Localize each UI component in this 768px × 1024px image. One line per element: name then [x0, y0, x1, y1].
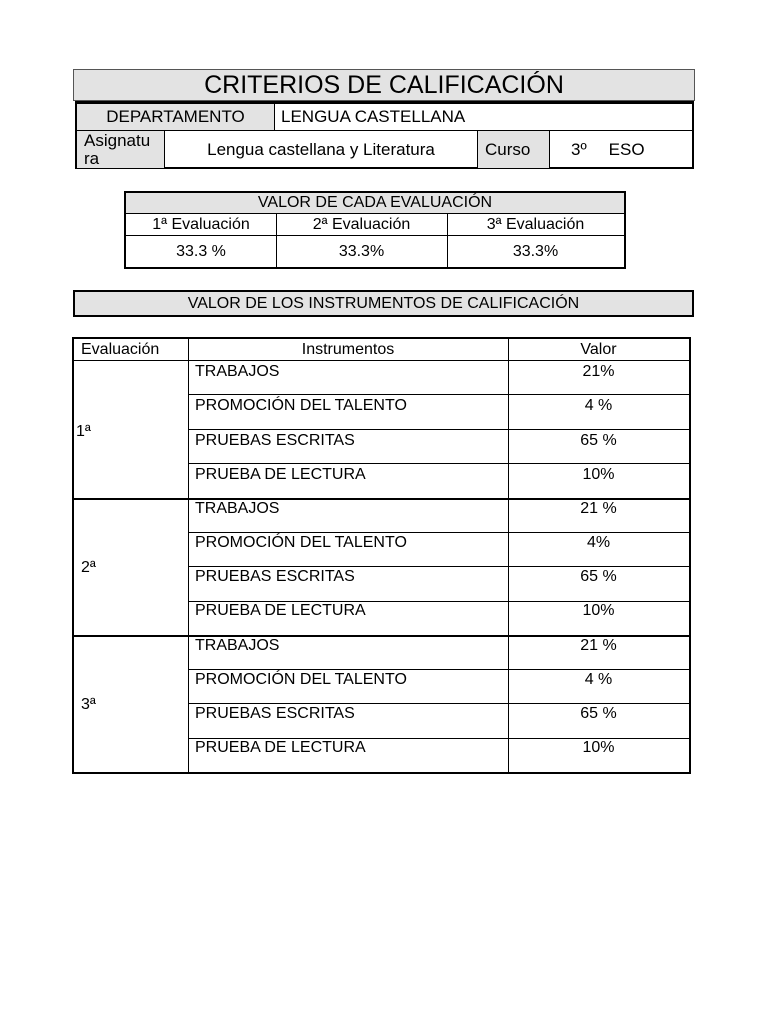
header-valor-text: Valor [580, 340, 617, 358]
weights-title-text: VALOR DE CADA EVALUACIÓN [257, 194, 493, 211]
instrument-value: 21 % [580, 500, 617, 517]
instrument-value: 4 % [584, 397, 613, 414]
instrument-name: PRUEBA DE LECTURA [195, 602, 366, 619]
document-title [73, 69, 695, 101]
header-valor [508, 339, 689, 360]
value-cell [508, 464, 689, 488]
value-cell [508, 705, 689, 729]
instrument-cell [188, 602, 508, 626]
evaluation-weights-table [124, 191, 626, 269]
instrument-value: 65 % [580, 432, 617, 449]
instrument-value: 10% [582, 739, 615, 756]
instruments-table [72, 337, 691, 774]
row-divider [188, 532, 689, 533]
header-evaluacion-text: Evaluación [81, 340, 160, 358]
weights-value-3 [447, 236, 624, 267]
evaluation-group-label [74, 500, 188, 636]
curso-label [478, 131, 550, 168]
instrument-value: 21 % [580, 637, 617, 654]
weights-header-1-text: 1ª Evaluación [152, 215, 250, 233]
weights-header-3-text: 3ª Evaluación [486, 215, 585, 233]
instrument-cell [188, 361, 508, 385]
row-divider [188, 669, 689, 670]
departamento-value [275, 104, 692, 130]
instrument-cell [188, 395, 508, 419]
instrument-cell [188, 739, 508, 763]
group-2-label-text: 2ª [81, 559, 96, 576]
weights-value-2 [276, 236, 447, 267]
instrument-name: PRUEBA DE LECTURA [195, 466, 366, 483]
value-cell [508, 568, 689, 592]
value-cell [508, 637, 689, 661]
instrument-name: PRUEBAS ESCRITAS [195, 568, 355, 585]
header-evaluacion [81, 339, 187, 360]
group-1-label-text: 1ª [76, 422, 91, 440]
instrument-value: 10% [582, 466, 615, 483]
instrument-cell [188, 430, 508, 454]
weights-value-2-text: 33.3% [338, 242, 385, 260]
departamento-label [77, 104, 275, 130]
curso-level: ESO [608, 139, 645, 159]
instrument-name: TRABAJOS [195, 500, 280, 517]
weights-value-1-text: 33.3 % [176, 242, 226, 260]
evaluation-group-label [74, 361, 188, 498]
document-title-text: CRITERIOS DE CALIFICACIÓN [204, 70, 564, 99]
subject-info-table [75, 101, 694, 169]
weights-header-3 [447, 214, 624, 235]
curso-value [550, 131, 692, 168]
asignatura-label-line1: Asignatu [84, 130, 151, 150]
instrument-value: 4% [586, 534, 611, 551]
value-cell [508, 395, 689, 419]
instrument-value: 65 % [580, 705, 617, 722]
curso-label-text: Curso [485, 139, 531, 159]
instrument-cell [188, 534, 508, 558]
departamento-label-text: DEPARTAMENTO [106, 107, 245, 126]
header-instrumentos [188, 339, 508, 360]
weights-value-3-text: 33.3% [512, 242, 559, 260]
value-cell [508, 361, 689, 385]
header-instrumentos-text: Instrumentos [301, 340, 395, 358]
weights-header-2-text: 2ª Evaluación [312, 215, 411, 233]
asignatura-label-line2: ra [84, 148, 100, 168]
instrument-name: PRUEBAS ESCRITAS [195, 705, 355, 722]
departamento-value-text: LENGUA CASTELLANA [281, 107, 466, 126]
asignatura-label [77, 131, 165, 168]
instruments-title-text: VALOR DE LOS INSTRUMENTOS DE CALIFICACIÓN [187, 294, 580, 312]
instrument-cell [188, 637, 508, 661]
instrument-value: 21% [582, 363, 615, 380]
instrument-name: TRABAJOS [195, 363, 280, 380]
instrument-cell [188, 500, 508, 524]
instrument-value: 65 % [580, 568, 617, 585]
instrument-name: PRUEBAS ESCRITAS [195, 432, 355, 449]
instrument-cell [188, 705, 508, 729]
instrument-cell [188, 568, 508, 592]
instrument-value: 10% [582, 602, 615, 619]
weights-value-1 [126, 236, 276, 267]
value-cell [508, 500, 689, 524]
evaluation-group-label [74, 637, 188, 772]
instrument-value: 4 % [584, 671, 613, 688]
weights-col-divider-1 [276, 214, 277, 267]
instrument-name: PRUEBA DE LECTURA [195, 739, 366, 756]
instrument-cell [188, 671, 508, 695]
instruments-title [73, 290, 694, 317]
asignatura-value [165, 131, 478, 168]
value-cell [508, 430, 689, 454]
weights-col-divider-2 [447, 214, 448, 267]
weights-title [126, 193, 624, 213]
instrument-name: PROMOCIÓN DEL TALENTO [195, 397, 407, 414]
weights-header-2 [276, 214, 447, 235]
row-divider [188, 703, 689, 704]
value-cell [508, 739, 689, 763]
instrument-name: TRABAJOS [195, 637, 280, 654]
instrument-name: PROMOCIÓN DEL TALENTO [195, 534, 407, 551]
value-cell [508, 602, 689, 626]
weights-header-1 [126, 214, 276, 235]
instrument-name: PROMOCIÓN DEL TALENTO [195, 671, 407, 688]
value-cell [508, 671, 689, 695]
value-cell [508, 534, 689, 558]
row-divider [188, 566, 689, 567]
curso-number: 3º [571, 139, 587, 159]
instrument-cell [188, 464, 508, 488]
group-3-label-text: 3ª [81, 695, 96, 713]
asignatura-value-text: Lengua castellana y Literatura [207, 139, 435, 159]
